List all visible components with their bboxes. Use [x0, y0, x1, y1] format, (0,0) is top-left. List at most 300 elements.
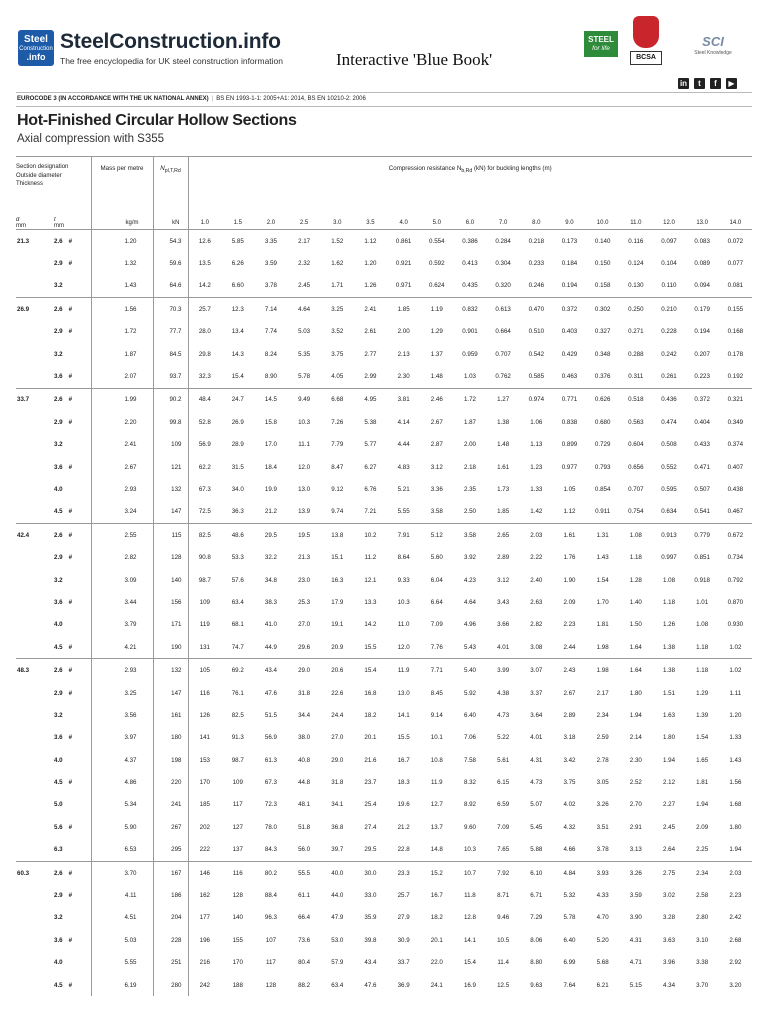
length-header: 2.0: [254, 217, 287, 230]
resistance-cell: 24.4: [331, 711, 344, 719]
npl-cell: 147: [153, 501, 188, 524]
resistance-cell: 82.5: [231, 711, 244, 719]
resistance-cell: 3.20: [729, 981, 742, 989]
compression-label-post: (kN) for buckling lengths (m): [473, 165, 552, 172]
sci-logo[interactable]: [693, 34, 733, 64]
resistance-cell: 10.3: [397, 598, 410, 606]
resistance-cell: 117: [232, 801, 243, 809]
resistance-cell: 18.3: [397, 779, 410, 787]
resistance-cell: 32.2: [264, 554, 277, 562]
resistance-cell: 2.34: [686, 861, 719, 884]
resistance-cell: 0.374: [727, 441, 744, 449]
logo-text-steel: Steel: [24, 33, 48, 45]
resistance-cell: 20.1: [364, 734, 377, 742]
resistance-cell: 0.518: [619, 388, 652, 411]
resistance-cell: 19.5: [288, 524, 321, 547]
resistance-cell: 2.17: [288, 230, 321, 253]
resistance-cell: 5.55: [397, 508, 410, 516]
resistance-cell: 2.52: [629, 779, 642, 787]
thickness-cell: [54, 252, 91, 274]
non-preferred-mark: #: [68, 260, 73, 268]
table-row: [16, 275, 752, 298]
resistance-cell: 3.18: [563, 734, 576, 742]
non-preferred-mark: #: [68, 643, 73, 651]
resistance-cell: 0.471: [694, 463, 710, 471]
site-name[interactable]: SteelConstruction.info: [60, 30, 281, 53]
resistance-cell: 13.3: [364, 598, 377, 606]
resistance-cell: 5.40: [453, 659, 486, 682]
resistance-cell: 3.42: [563, 756, 576, 764]
thickness-value: 3.6: [54, 598, 63, 606]
resistance-cell: 0.271: [628, 328, 644, 336]
resistance-cell: 0.508: [661, 441, 677, 449]
resistance-cell: 8.64: [397, 554, 410, 562]
resistance-cell: 88.4: [264, 892, 277, 900]
npl-cell: 77.7: [153, 321, 188, 343]
resistance-cell: 185: [188, 794, 221, 816]
resistance-cell: 153: [188, 749, 221, 771]
resistance-cell: 1.28: [629, 576, 642, 584]
resistance-cell: 2.40: [530, 576, 543, 584]
resistance-cell: 1.33: [530, 485, 543, 493]
resistance-cell: 1.27: [487, 388, 520, 411]
resistance-cell: 31.8: [331, 779, 344, 787]
resistance-cell: 170: [188, 771, 221, 793]
npl-cell: 267: [153, 816, 188, 838]
table-row: [16, 682, 752, 704]
resistance-cell: 2.80: [696, 914, 709, 922]
resistance-cell: 0.510: [528, 328, 545, 336]
resistance-cell: 0.077: [727, 260, 744, 268]
resistance-cell: 56.9: [188, 434, 221, 456]
table-row: [16, 478, 752, 500]
resistance-cell: 96.3: [264, 914, 277, 922]
resistance-cell: 63.4: [231, 598, 244, 606]
thickness-value: 4.0: [54, 959, 63, 967]
resistance-cell: 28.9: [231, 441, 244, 449]
resistance-cell: 4.70: [596, 914, 609, 922]
npl-cell: 140: [153, 569, 188, 591]
resistance-cell: 8.92: [463, 801, 476, 809]
thickness-cell: [54, 343, 91, 365]
resistance-cell: 4.01: [497, 643, 510, 651]
thickness-cell: [54, 884, 91, 906]
resistance-cell: 1.52: [321, 230, 354, 253]
resistance-cell: 170: [232, 959, 243, 967]
resistance-cell: 48.1: [298, 801, 311, 809]
resistance-cell: 1.65: [696, 756, 709, 764]
resistance-cell: 53.0: [331, 936, 344, 944]
resistance-cell: 1.43: [596, 554, 609, 562]
thickness-cell: [54, 974, 91, 996]
resistance-cell: 13.9: [298, 508, 311, 516]
social-links: [678, 78, 737, 89]
resistance-cell: 116: [221, 861, 254, 884]
mass-cell: 1.20: [91, 230, 153, 253]
thickness-value: 4.5: [54, 643, 63, 651]
resistance-cell: 242: [188, 974, 221, 996]
npl-cell: 64.6: [153, 275, 188, 298]
resistance-cell: 48.4: [188, 388, 221, 411]
resistance-cell: 3.70: [696, 981, 709, 989]
resistance-cell: 0.218: [520, 230, 553, 253]
outside-diameter-cell: [16, 636, 54, 659]
resistance-cell: 10.3: [463, 846, 476, 854]
outside-diameter-cell: [16, 569, 54, 591]
linkedin-icon[interactable]: in: [679, 79, 688, 88]
mass-cell: 1.72: [91, 321, 153, 343]
resistance-cell: 1.85: [387, 298, 420, 321]
resistance-cell: 1.29: [430, 328, 443, 336]
thickness-cell: [54, 771, 91, 793]
outside-diameter-cell: 60.3: [16, 861, 54, 884]
resistance-cell: 4.95: [354, 388, 387, 411]
resistance-cell: 3.75: [331, 350, 344, 358]
resistance-cell: 31.8: [298, 689, 311, 697]
mass-cell: 3.56: [91, 704, 153, 726]
resistance-cell: 2.22: [530, 554, 543, 562]
resistance-cell: 4.34: [662, 981, 676, 989]
resistance-cell: 0.404: [694, 418, 710, 426]
resistance-cell: 0.474: [661, 418, 677, 426]
resistance-cell: 5.45: [530, 823, 543, 831]
resistance-cell: 0.921: [395, 260, 412, 268]
resistance-cell: 3.92: [463, 554, 476, 562]
resistance-cell: 6.59: [497, 801, 510, 809]
resistance-cell: 2.03: [719, 861, 752, 884]
resistance-cell: 137: [232, 846, 243, 854]
resistance-cell: 21.2: [397, 823, 410, 831]
outside-diameter-cell: 21.3: [16, 230, 54, 253]
length-header: 2.5: [288, 217, 321, 230]
resistance-cell: 11.8: [464, 892, 476, 900]
table-row: [16, 636, 752, 659]
resistance-cell: 0.261: [661, 373, 677, 381]
resistance-cell: 11.0: [397, 621, 410, 629]
resistance-cell: 2.27: [662, 801, 676, 809]
resistance-cell: 0.158: [594, 282, 611, 290]
resistance-cell: 1.80: [729, 823, 742, 831]
mass-cell: 4.11: [91, 884, 153, 906]
resistance-cell: 5.03: [298, 328, 311, 336]
resistance-cell: 1.38: [497, 418, 510, 426]
resistance-cell: 7.09: [430, 621, 443, 629]
resistance-cell: 5.78: [563, 914, 576, 922]
table-row: [16, 794, 752, 816]
resistance-cell: 1.61: [553, 524, 586, 547]
resistance-cell: 4.33: [596, 892, 609, 900]
resistance-cell: 35.9: [364, 914, 377, 922]
twitter-icon[interactable]: t: [694, 78, 705, 89]
resistance-cell: 78.0: [264, 823, 277, 831]
resistance-cell: 2.64: [662, 846, 676, 854]
thickness-value: 2.6: [54, 396, 63, 404]
resistance-cell: 0.376: [594, 373, 611, 381]
resistance-cell: 51.8: [298, 823, 311, 831]
table-row: [16, 343, 752, 365]
resistance-cell: 5.35: [298, 350, 311, 358]
table-row: [16, 230, 752, 253]
resistance-cell: 15.8: [264, 418, 277, 426]
resistance-cell: 0.130: [628, 282, 644, 290]
resistance-cell: 7.74: [264, 328, 277, 336]
resistance-cell: 1.39: [696, 711, 709, 719]
resistance-cell: 25.7: [397, 892, 410, 900]
outside-diameter-cell: [16, 884, 54, 906]
resistance-cell: 4.14: [397, 418, 410, 426]
resistance-cell: 2.78: [596, 756, 609, 764]
npl-cell: 115: [153, 524, 188, 547]
mass-cell: 3.24: [91, 501, 153, 524]
resistance-cell: 0.554: [420, 230, 453, 253]
resistance-cell: 14.8: [430, 846, 443, 854]
resistance-cell: 0.097: [652, 230, 685, 253]
thickness-value: 2.9: [54, 892, 63, 900]
code-separator: |: [211, 96, 214, 102]
resistance-cell: 0.302: [586, 298, 619, 321]
resistance-cell: 7.79: [331, 441, 344, 449]
resistance-cell: 2.46: [420, 388, 453, 411]
resistance-cell: 0.870: [727, 598, 744, 606]
outside-diameter-cell: [16, 682, 54, 704]
npl-cell: 59.6: [153, 252, 188, 274]
resistance-cell: 2.70: [629, 801, 642, 809]
resistance-cell: 0.729: [594, 441, 611, 449]
table-row: [16, 591, 752, 613]
resistance-cell: 1.98: [586, 659, 619, 682]
resistance-cell: 0.194: [561, 282, 578, 290]
resistance-cell: 0.173: [553, 230, 586, 253]
resistance-cell: 0.288: [628, 350, 644, 358]
resistance-cell: 0.672: [719, 524, 752, 547]
resistance-cell: 2.67: [563, 689, 576, 697]
facebook-icon[interactable]: f: [710, 78, 721, 89]
resistance-cell: 1.08: [662, 576, 676, 584]
resistance-cell: 12.7: [430, 801, 443, 809]
resistance-cell: 4.64: [463, 598, 476, 606]
resistance-cell: 0.072: [719, 230, 752, 253]
resistance-cell: 10.5: [497, 936, 510, 944]
resistance-cell: 1.64: [619, 659, 652, 682]
npl-cell: 198: [153, 749, 188, 771]
resistance-cell: 39.8: [364, 936, 377, 944]
resistance-cell: 0.974: [520, 388, 553, 411]
resistance-cell: 2.77: [364, 350, 377, 358]
resistance-cell: 4.31: [530, 756, 543, 764]
non-preferred-mark: #: [68, 396, 73, 404]
resistance-cell: 0.436: [652, 388, 685, 411]
resistance-cell: 3.75: [563, 779, 576, 787]
outside-diameter-cell: [16, 546, 54, 568]
non-preferred-mark: #: [68, 689, 73, 697]
resistance-cell: 2.89: [563, 711, 576, 719]
resistance-cell: 0.104: [661, 260, 677, 268]
resistance-cell: 14.2: [364, 621, 377, 629]
mass-cell: 5.90: [91, 816, 153, 838]
resistance-cell: 177: [188, 907, 221, 929]
resistance-cell: 19.9: [264, 485, 277, 493]
resistance-cell: 1.48: [430, 373, 443, 381]
resistance-cell: 1.38: [662, 643, 676, 651]
resistance-cell: 3.64: [530, 711, 543, 719]
resistance-cell: 57.9: [331, 959, 344, 967]
non-preferred-mark: #: [68, 328, 73, 336]
resistance-cell: 2.18: [463, 463, 476, 471]
resistance-cell: 9.60: [463, 823, 476, 831]
resistance-cell: 128: [232, 892, 243, 900]
resistance-cell: 7.06: [463, 734, 476, 742]
outside-diameter-cell: [16, 704, 54, 726]
resistance-cell: 56.0: [298, 846, 311, 854]
resistance-cell: 27.0: [298, 621, 311, 629]
resistance-cell: 2.25: [696, 846, 709, 854]
resistance-cell: 4.71: [629, 959, 642, 967]
non-preferred-mark: #: [68, 667, 73, 675]
npl-cell: 93.7: [153, 365, 188, 388]
thickness-value: 4.0: [54, 621, 63, 629]
npl-cell: 99.8: [153, 411, 188, 433]
outside-diameter-cell: [16, 252, 54, 274]
resistance-cell: 16.3: [331, 576, 344, 584]
resistance-cell: 16.7: [430, 892, 443, 900]
thickness-value: 4.0: [54, 485, 63, 493]
resistance-cell: 29.8: [188, 343, 221, 365]
resistance-cell: 1.23: [530, 463, 543, 471]
resistance-cell: 0.192: [727, 373, 744, 381]
resistance-cell: 2.32: [298, 260, 311, 268]
resistance-cell: 19.6: [397, 801, 410, 809]
resistance-cell: 6.26: [231, 260, 244, 268]
youtube-icon[interactable]: ▶: [726, 78, 737, 89]
npl-cell: 167: [153, 861, 188, 884]
thickness-value: 5.6: [54, 823, 63, 831]
steel-for-life-logo[interactable]: [584, 31, 618, 57]
length-header: 1.5: [221, 217, 254, 230]
resistance-cell: 74.7: [231, 643, 244, 651]
resistance-cell: 1.11: [729, 689, 742, 697]
resistance-cell: 62.2: [188, 456, 221, 478]
standards-reference: BS EN 1993-1-1: 2005+A1: 2014, BS EN 10210-2: 2006: [216, 96, 366, 102]
resistance-cell: 3.35: [254, 230, 287, 253]
resistance-cell: 5.60: [430, 554, 443, 562]
resistance-cell: 0.754: [628, 508, 644, 516]
resistance-cell: 19.1: [331, 621, 344, 629]
resistance-cell: 13.0: [298, 485, 311, 493]
resistance-cell: 3.78: [596, 846, 609, 854]
resistance-cell: 1.37: [430, 350, 443, 358]
resistance-cell: 2.17: [596, 689, 609, 697]
resistance-cell: 3.08: [530, 643, 543, 651]
npl-unit: kN: [153, 217, 188, 230]
resistance-cell: 155: [232, 936, 243, 944]
resistance-cell: 43.4: [364, 959, 377, 967]
resistance-cell: 131: [188, 636, 221, 659]
resistance-cell: 5.43: [463, 643, 476, 651]
resistance-cell: 3.99: [487, 659, 520, 682]
mass-cell: 3.44: [91, 591, 153, 613]
bcsa-logo[interactable]: [630, 16, 662, 66]
resistance-cell: 6.15: [497, 779, 510, 787]
resistance-cell: 68.1: [231, 621, 244, 629]
page-title: Hot-Finished Circular Hollow Sections: [17, 112, 297, 129]
resistance-cell: 1.33: [729, 734, 742, 742]
mass-cell: 3.09: [91, 569, 153, 591]
resistance-cell: 24.1: [430, 981, 443, 989]
resistance-cell: 0.242: [661, 350, 677, 358]
resistance-cell: 16.8: [364, 689, 377, 697]
resistance-cell: 7.21: [364, 508, 377, 516]
thickness-cell: [54, 816, 91, 838]
resistance-cell: 88.2: [298, 981, 311, 989]
resistance-cell: 36.3: [231, 508, 244, 516]
t-unit: mm: [54, 223, 64, 229]
length-header: 5.0: [420, 217, 453, 230]
table-row: [16, 884, 752, 906]
resistance-cell: 0.613: [487, 298, 520, 321]
resistance-cell: 0.634: [661, 508, 677, 516]
resistance-cell: 6.27: [364, 463, 377, 471]
outside-diameter-cell: [16, 478, 54, 500]
resistance-cell: 4.05: [331, 373, 344, 381]
resistance-cell: 2.23: [563, 621, 576, 629]
resistance-table-container: [16, 156, 752, 996]
resistance-cell: 0.304: [495, 260, 511, 268]
resistance-cell: 9.12: [331, 485, 344, 493]
resistance-cell: 6.04: [430, 576, 443, 584]
resistance-cell: 0.507: [694, 485, 710, 493]
non-preferred-mark: #: [68, 373, 73, 381]
resistance-cell: 2.82: [530, 621, 543, 629]
eurocode-label: EUROCODE 3 (IN ACCORDANCE WITH THE UK NATIONAL ANNEX): [17, 96, 209, 102]
resistance-table: [16, 156, 752, 996]
resistance-cell: 1.08: [696, 621, 709, 629]
resistance-cell: 0.178: [727, 350, 744, 358]
length-header: 13.0: [686, 217, 719, 230]
table-row: [16, 929, 752, 951]
thickness-cell: [54, 952, 91, 974]
resistance-cell: 126: [188, 704, 221, 726]
resistance-cell: 8.71: [497, 892, 510, 900]
resistance-cell: 4.02: [563, 801, 576, 809]
resistance-cell: 4.44: [397, 441, 410, 449]
resistance-cell: 6.68: [321, 388, 354, 411]
length-header: 4.0: [387, 217, 420, 230]
resistance-cell: 53.3: [231, 554, 244, 562]
length-header: 11.0: [619, 217, 652, 230]
length-header: 12.0: [652, 217, 685, 230]
npl-cell: 84.5: [153, 343, 188, 365]
resistance-cell: 0.403: [561, 328, 578, 336]
resistance-cell: 66.4: [298, 914, 311, 922]
resistance-cell: 20.6: [321, 659, 354, 682]
table-row: [16, 771, 752, 793]
resistance-cell: 32.3: [188, 365, 221, 388]
mass-cell: 6.53: [91, 839, 153, 862]
resistance-cell: 16.9: [463, 981, 476, 989]
thickness-cell: [54, 546, 91, 568]
thickness-cell: [54, 636, 91, 659]
resistance-cell: 1.50: [629, 621, 642, 629]
resistance-cell: 4.73: [530, 779, 543, 787]
npl-cell: 109: [153, 434, 188, 456]
sci-logo-mark: SCI: [702, 34, 724, 49]
resistance-cell: 23.7: [364, 779, 377, 787]
resistance-cell: 4.84: [553, 861, 586, 884]
resistance-cell: 0.585: [528, 373, 545, 381]
resistance-cell: 1.54: [596, 576, 609, 584]
site-logo[interactable]: [18, 30, 54, 66]
mass-cell: 5.34: [91, 794, 153, 816]
